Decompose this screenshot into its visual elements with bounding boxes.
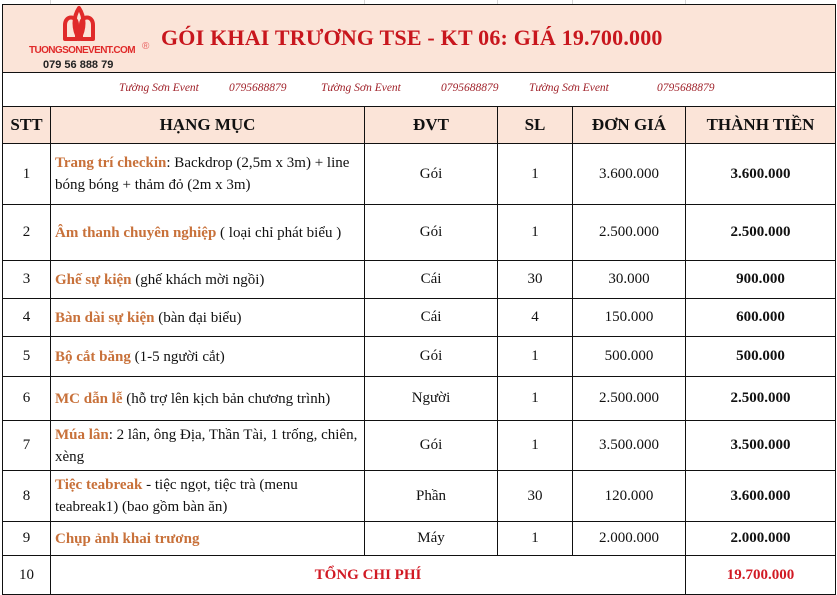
row-qty: 1 (498, 421, 573, 471)
item-name: Chụp ảnh khai trương (55, 530, 200, 547)
row-stt: 1 (3, 144, 51, 205)
row-unit: Gói (365, 205, 498, 261)
item-detail: - tiệc ngọt, tiệc trà (menu teabreak1) (bao gồm bàn ăn) (55, 477, 298, 515)
company-logo (29, 5, 150, 72)
row-item (51, 421, 365, 471)
row-qty: 1 (498, 377, 573, 421)
item-detail: : Backdrop (2,5m x 3m) + line bóng bóng + thảm đỏ (2m x 3m) (55, 155, 350, 193)
col-header-price: ĐƠN GIÁ (573, 107, 686, 144)
row-item (51, 261, 365, 299)
row-total: 3.600.000 (686, 144, 836, 205)
row-price: 3.500.000 (573, 421, 686, 471)
col-header-item: HẠNG MỤC (51, 107, 365, 144)
row-item (51, 471, 365, 522)
contact-phone: 0795688879 (441, 82, 499, 94)
table-row (3, 299, 836, 337)
row-price: 2.500.000 (573, 377, 686, 421)
row-item (51, 299, 365, 337)
item-detail: (hỗ trợ lên kịch bản chương trình) (122, 390, 331, 407)
row-qty: 1 (498, 522, 573, 556)
summary-stt: 10 (3, 556, 51, 595)
row-stt: 5 (3, 337, 51, 377)
row-stt: 7 (3, 421, 51, 471)
row-stt: 4 (3, 299, 51, 337)
item-detail: ( loại chỉ phát biểu ) (216, 224, 342, 241)
row-unit: Người (365, 377, 498, 421)
item-name: MC dẫn lễ (55, 390, 123, 407)
row-total: 2.500.000 (686, 205, 836, 261)
row-total: 900.000 (686, 261, 836, 299)
row-total: 500.000 (686, 337, 836, 377)
row-item (51, 205, 365, 261)
item-name: Trang trí checkin (55, 155, 167, 171)
row-total: 600.000 (686, 299, 836, 337)
col-header-stt: STT (3, 107, 51, 144)
item-name: Bàn dài sự kiện (55, 309, 155, 326)
item-name: Tiệc teabreak (55, 477, 143, 493)
row-unit: Gói (365, 144, 498, 205)
row-item (51, 377, 365, 421)
table-row (3, 337, 836, 377)
lotus-logo-icon (59, 5, 99, 43)
summary-row (3, 556, 836, 595)
row-qty: 1 (498, 337, 573, 377)
row-unit: Cái (365, 299, 498, 337)
row-stt: 9 (3, 522, 51, 556)
item-detail: (bàn đại biểu) (154, 309, 242, 326)
table-row (3, 144, 836, 205)
row-price: 2.500.000 (573, 205, 686, 261)
row-unit: Cái (365, 261, 498, 299)
col-header-total: THÀNH TIỀN (686, 107, 836, 144)
row-total: 3.600.000 (686, 471, 836, 522)
table-row (3, 261, 836, 299)
contact-brand: Tường Sơn Event (529, 82, 609, 94)
row-unit: Phần (365, 471, 498, 522)
col-header-unit: ĐVT (365, 107, 498, 144)
row-item (51, 337, 365, 377)
item-detail: : 2 lân, ông Địa, Thần Tài, 1 trống, chiên, xèng (55, 426, 358, 465)
row-stt: 2 (3, 205, 51, 261)
table-row (3, 205, 836, 261)
item-name: Bộ cắt băng (55, 348, 131, 365)
row-item (51, 522, 365, 556)
table-row (3, 522, 836, 556)
table-header (3, 107, 836, 144)
item-name: Ghế sự kiện (55, 271, 132, 288)
row-stt: 3 (3, 261, 51, 299)
contact-phone: 0795688879 (229, 82, 287, 94)
table-row (3, 421, 836, 471)
row-unit: Gói (365, 421, 498, 471)
contact-brand: Tường Sơn Event (119, 82, 199, 94)
item-name: Âm thanh chuyên nghiệp (55, 224, 217, 241)
row-item (51, 144, 365, 205)
row-price: 30.000 (573, 261, 686, 299)
summary-label: TỔNG CHI PHÍ (51, 556, 686, 595)
row-price: 120.000 (573, 471, 686, 522)
row-unit: Máy (365, 522, 498, 556)
quotation-table (2, 4, 836, 595)
table-row (3, 377, 836, 421)
row-qty: 1 (498, 205, 573, 261)
summary-amount: 19.700.000 (686, 556, 836, 595)
header-banner (3, 5, 836, 73)
contact-phone: 0795688879 (657, 82, 715, 94)
logo-phone: 079 56 888 79 (43, 59, 114, 71)
logo-site: TUONGSONEVENT.COM (29, 45, 135, 56)
row-qty: 30 (498, 261, 573, 299)
table-row (3, 471, 836, 522)
row-qty: 1 (498, 144, 573, 205)
row-price: 3.600.000 (573, 144, 686, 205)
row-total: 2.000.000 (686, 522, 836, 556)
row-total: 2.500.000 (686, 377, 836, 421)
item-detail: (ghế khách mời ngồi) (131, 271, 265, 288)
item-name: Múa lân (55, 426, 109, 443)
row-stt: 8 (3, 471, 51, 522)
item-detail: (1-5 người cắt) (130, 348, 225, 365)
contact-brand: Tường Sơn Event (321, 82, 401, 94)
row-price: 500.000 (573, 337, 686, 377)
row-price: 150.000 (573, 299, 686, 337)
registered-mark: ® (142, 41, 150, 52)
page-title: GÓI KHAI TRƯƠNG TSE - KT 06: GIÁ 19.700.000 (161, 25, 663, 50)
row-qty: 4 (498, 299, 573, 337)
row-qty: 30 (498, 471, 573, 522)
row-stt: 6 (3, 377, 51, 421)
col-header-qty: SL (498, 107, 573, 144)
row-price: 2.000.000 (573, 522, 686, 556)
row-unit: Gói (365, 337, 498, 377)
contact-strip (3, 73, 836, 107)
row-total: 3.500.000 (686, 421, 836, 471)
